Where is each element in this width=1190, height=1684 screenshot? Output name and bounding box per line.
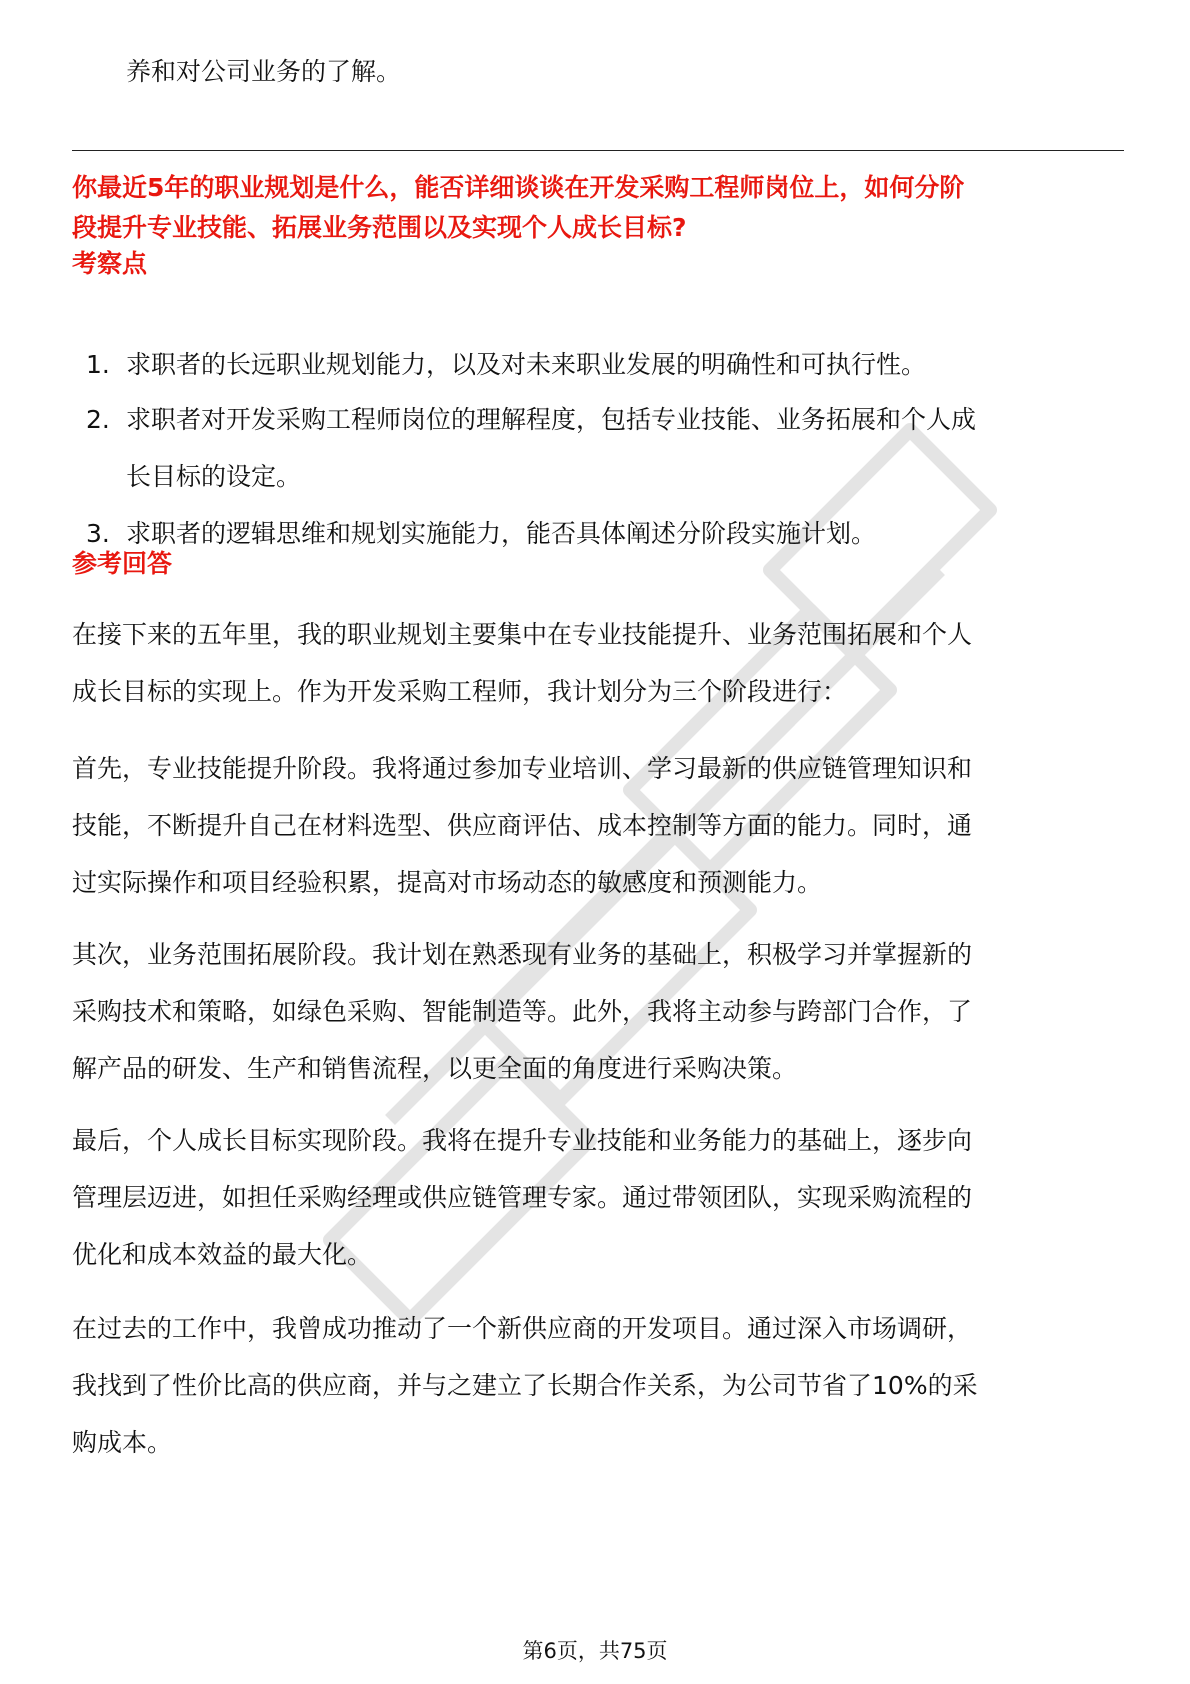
page-number-footer: 第6页，共75页 bbox=[522, 1639, 668, 1663]
continuation-text: 养和对公司业务的了解。 bbox=[126, 57, 402, 86]
list-item-text: 求职者对开发采购工程师岗位的理解程度，包括专业技能、业务拓展和个人成 bbox=[126, 405, 977, 434]
paragraph-line: 管理层迈进，如担任采购经理或供应链管理专家。通过带领团队，实现采购流程的 bbox=[72, 1183, 973, 1212]
answer-paragraph bbox=[72, 1300, 1132, 1471]
points-title: 考察点 bbox=[72, 249, 148, 278]
answer-paragraph bbox=[72, 1112, 1132, 1283]
paragraph-line: 过实际操作和项目经验积累，提高对市场动态的敏感度和预测能力。 bbox=[72, 868, 823, 897]
paragraph-line: 在过去的工作中，我曾成功推动了一个新供应商的开发项目。通过深入市场调研， bbox=[72, 1314, 973, 1343]
list-item-number: 2. bbox=[86, 405, 110, 434]
answer-paragraph bbox=[72, 740, 1132, 911]
section-divider bbox=[72, 150, 1124, 151]
paragraph-line: 首先，专业技能提升阶段。我将通过参加专业培训、学习最新的供应链管理知识和 bbox=[72, 754, 973, 783]
question-heading bbox=[72, 168, 1132, 248]
list-item-number: 3. bbox=[86, 519, 110, 548]
paragraph-line: 在接下来的五年里，我的职业规划主要集中在专业技能提升、业务范围拓展和个人 bbox=[72, 620, 973, 649]
answer-paragraph bbox=[72, 926, 1132, 1097]
paragraph-line: 技能，不断提升自己在材料选型、供应商评估、成本控制等方面的能力。同时，通 bbox=[72, 811, 973, 840]
question-line: 你最近5年的职业规划是什么，能否详细谈谈在开发采购工程师岗位上，如何分阶 bbox=[72, 173, 965, 202]
list-item bbox=[72, 336, 1132, 393]
question-line: 段提升专业技能、拓展业务范围以及实现个人成长目标? bbox=[72, 213, 687, 242]
list-item bbox=[72, 391, 1132, 505]
paragraph-line: 购成本。 bbox=[72, 1428, 173, 1457]
paragraph-line: 优化和成本效益的最大化。 bbox=[72, 1240, 373, 1269]
list-item bbox=[72, 505, 1132, 562]
list-item-text: 长目标的设定。 bbox=[126, 462, 302, 491]
list-item-text: 求职者的长远职业规划能力，以及对未来职业发展的明确性和可执行性。 bbox=[126, 350, 927, 379]
paragraph-line: 解产品的研发、生产和销售流程，以更全面的角度进行采购决策。 bbox=[72, 1054, 798, 1083]
points-list bbox=[72, 336, 1132, 562]
paragraph-line: 最后，个人成长目标实现阶段。我将在提升专业技能和业务能力的基础上，逐步向 bbox=[72, 1126, 973, 1155]
paragraph-line: 我找到了性价比高的供应商，并与之建立了长期合作关系，为公司节省了10%的采 bbox=[72, 1371, 978, 1400]
paragraph-line: 采购技术和策略，如绿色采购、智能制造等。此外，我将主动参与跨部门合作，了 bbox=[72, 997, 973, 1026]
paragraph-line: 其次，业务范围拓展阶段。我计划在熟悉现有业务的基础上，积极学习并掌握新的 bbox=[72, 940, 973, 969]
paragraph-line: 成长目标的实现上。作为开发采购工程师，我计划分为三个阶段进行： bbox=[72, 677, 848, 706]
answer-title: 参考回答 bbox=[72, 549, 173, 578]
list-item-number: 1. bbox=[86, 350, 110, 379]
answer-paragraph bbox=[72, 606, 1132, 720]
list-item-text: 求职者的逻辑思维和规划实施能力，能否具体阐述分阶段实施计划。 bbox=[126, 519, 877, 548]
